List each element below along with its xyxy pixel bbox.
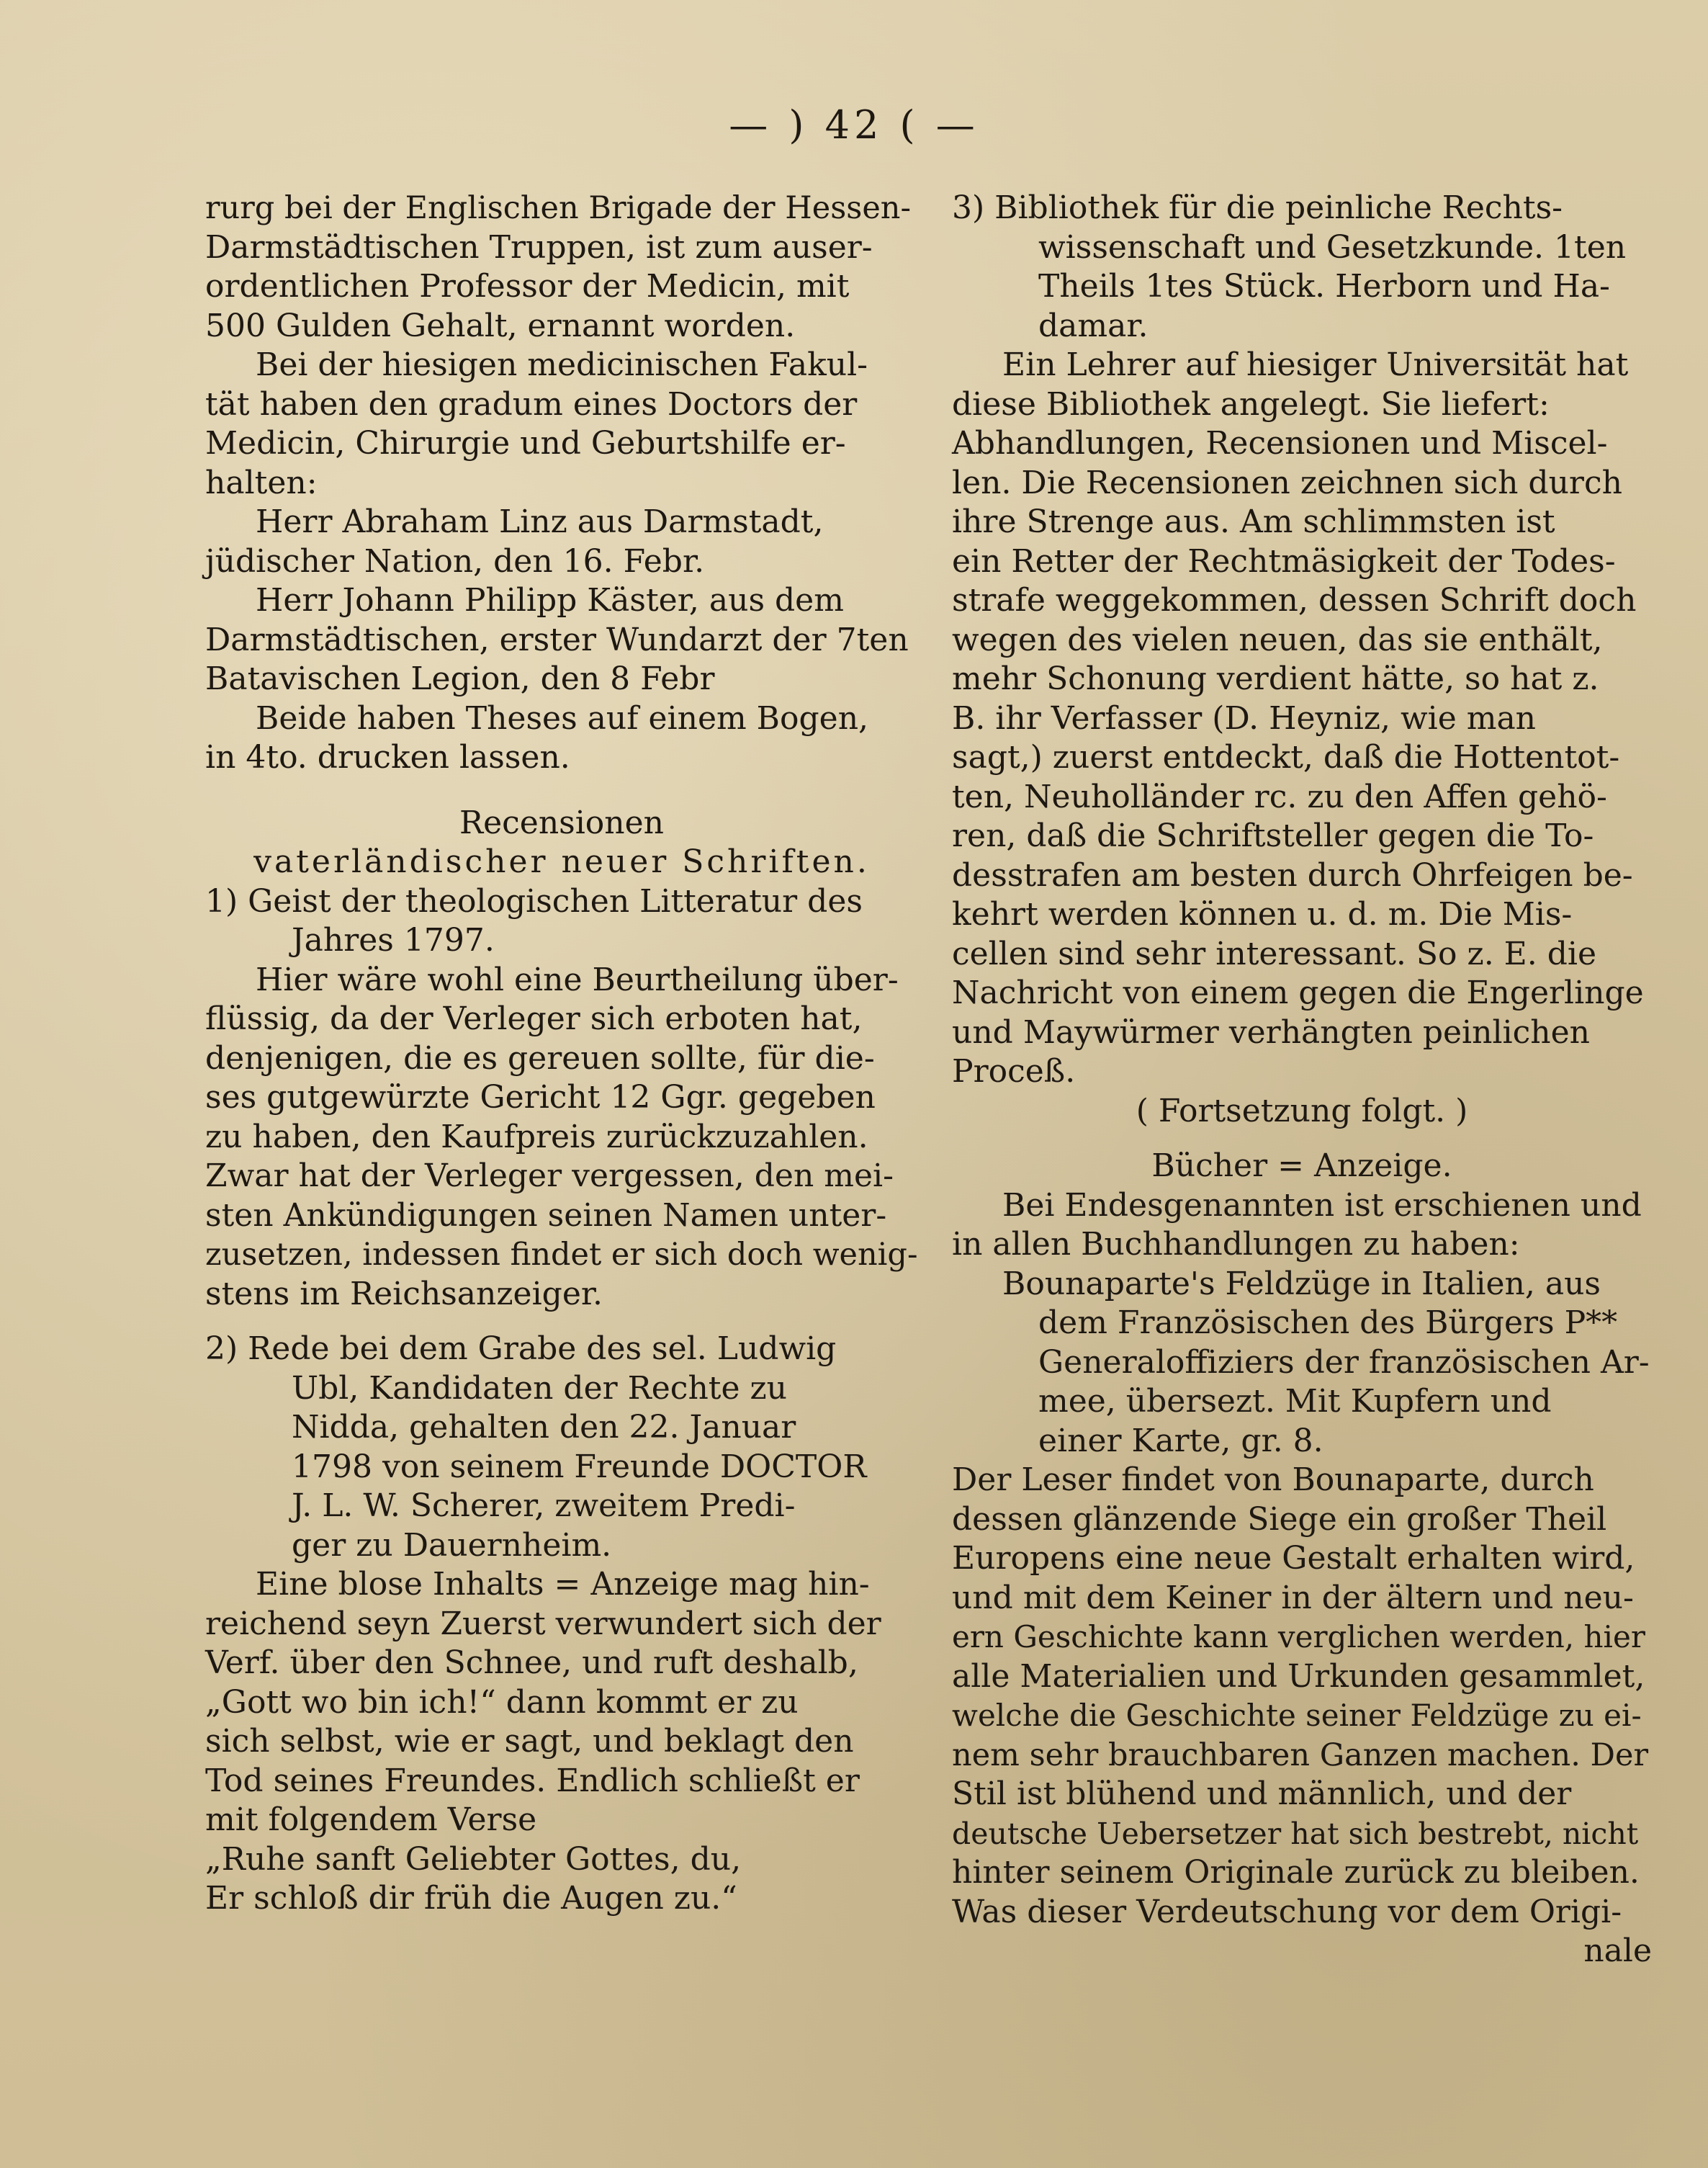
text-line: ordentlichen Professor der Medicin, mit [205,268,850,305]
text-line: Bei der hiesigen medicinischen Fakul- [256,346,868,383]
text-line: tät haben den gradum eines Doctors der [205,385,858,423]
text-line: 500 Gulden Gehalt, ernannt worden. [205,307,796,344]
catchword: nale [1583,1932,1652,1969]
book-title: einer Karte, gr. 8. [1038,1422,1323,1459]
text-line: ses gutgewürzte Gericht 12 Ggr. gegeben [205,1079,876,1116]
book-title: dem Französischen des Bürgers P** [1038,1304,1618,1341]
text-line: nem sehr brauchbaren Ganzen machen. Der [952,1737,1649,1773]
review-title: Ubl, Kandidaten der Rechte zu [292,1369,788,1407]
review-title: 3) Bibliothek für die peinliche Rechts- [952,189,1563,226]
text-line: sagt,) zuerst entdeckt, daß die Hottentot- [952,739,1620,776]
text-line: ern Geschichte kann verglichen werden, hier [952,1619,1645,1654]
text-line: Beide haben Theses auf einem Bogen, [256,699,869,737]
text-line: Hier wäre wohl eine Beurtheilung über- [256,961,899,998]
left-column [205,189,918,1919]
text-line: cellen sind sehr interessant. So z. E. die [952,935,1597,972]
section-subheading: vaterländischer neuer Schriften. [253,843,870,880]
text-line: Darmstädtischen Truppen, ist zum auser- [205,228,873,266]
text-line: sich selbst, wie er sagt, und beklagt den [205,1723,854,1760]
review-title: Jahres 1797. [292,922,495,959]
review-title: wissenschaft und Gesetzkunde. 1ten [1038,228,1627,266]
text-line: flüssig, da der Verleger sich erboten hat, [205,1000,863,1037]
text-line: Nachricht von einem gegen die Engerlinge [952,975,1644,1011]
text-line: desstrafen am besten durch Ohrfeigen be- [952,856,1633,894]
text-line: und Maywürmer verhängten peinlichen [952,1013,1590,1051]
text-line: ten, Neuholländer rc. zu den Affen gehö- [952,778,1607,815]
text-line: Eine blose Inhalts = Anzeige mag hin- [256,1566,870,1603]
review-title: Theils 1tes Stück. Herborn und Ha- [1038,268,1610,305]
page-number: — ) 42 ( — [729,102,979,148]
text-line: Proceß. [952,1053,1076,1090]
text-line: und mit dem Keiner in der ältern und neu- [952,1579,1634,1616]
text-line: Bei Endesgenannten ist erschienen und [1002,1186,1642,1224]
review-title: ger zu Dauernheim. [292,1526,612,1564]
text-line: Europens eine neue Gestalt erhalten wird, [952,1540,1635,1577]
text-line: len. Die Recensionen zeichnen sich durch [952,464,1622,501]
review-title: damar. [1038,307,1149,344]
text-line: mehr Schonung verdient hätte, so hat z. [952,660,1599,697]
continuation-note: ( Fortsetzung folgt. ) [1136,1092,1468,1129]
text-line: Was dieser Verdeutschung vor dem Origi- [952,1893,1622,1930]
verse-line: Er schloß dir früh die Augen zu.“ [205,1880,737,1917]
text-line: deutsche Uebersetzer hat sich bestrebt, nicht [952,1816,1639,1851]
text-line: Verf. über den Schnee, und ruft deshalb, [205,1644,858,1681]
text-line: ren, daß die Schriftsteller gegen die To- [952,818,1594,854]
text-line: Abhandlungen, Recensionen und Miscel- [952,425,1608,462]
text-line: Medicin, Chirurgie und Geburtshilfe er- [205,425,846,462]
text-line: hinter seinem Originale zurück zu bleiben. [952,1854,1640,1891]
text-line: halten: [205,464,318,501]
section-heading: Bücher = Anzeige. [1151,1147,1452,1184]
text-line: stens im Reichsanzeiger. [205,1275,603,1312]
text-line: B. ihr Verfasser (D. Heyniz, wie man [952,699,1537,737]
text-line: Ein Lehrer auf hiesiger Universität hat [1002,346,1629,383]
text-line: kehrt werden können u. d. m. Die Mis- [952,896,1573,933]
text-line: welche die Geschichte seiner Feldzüge zu ei- [952,1698,1642,1733]
text-line: ihre Strenge aus. Am schlimmsten ist [952,503,1555,540]
text-line: rurg bei der Englischen Brigade der Hessen- [205,190,912,226]
review-title: 2) Rede bei dem Grabe des sel. Ludwig [205,1330,837,1367]
text-line: zusetzen, indessen findet er sich doch wenig- [205,1237,918,1273]
book-title: Bounaparte's Feldzüge in Italien, aus [1002,1265,1601,1302]
text-line: Tod seines Freundes. Endlich schließt er [205,1762,860,1799]
review-title: 1) Geist der theologischen Litteratur des [205,882,863,920]
book-title: Generaloffiziers der französischen Ar- [1038,1343,1650,1381]
text-line: Batavischen Legion, den 8 Febr [205,660,715,697]
text-line: in 4to. drucken lassen. [205,739,570,776]
text-line: Herr Johann Philipp Käster, aus dem [256,582,844,619]
text-line: Herr Abraham Linz aus Darmstadt, [256,503,824,540]
text-line: alle Materialien und Urkunden gesammlet, [952,1657,1645,1695]
text-line: diese Bibliothek angelegt. Sie liefert: [952,385,1550,423]
text-line: denjenigen, die es gereuen sollte, für die- [205,1039,875,1077]
text-line: Stil ist blühend und männlich, und der [952,1775,1572,1812]
text-line: ein Retter der Rechtmäsigkeit der Todes- [952,542,1616,580]
text-line: mit folgendem Verse [205,1801,537,1838]
text-line: Der Leser findet von Bounaparte, durch [952,1461,1594,1498]
text-line: Zwar hat der Verleger vergessen, den mei- [205,1157,894,1194]
section-heading: Recensionen [459,804,665,841]
text-line: „Gott wo bin ich!“ dann kommt er zu [205,1683,799,1721]
text-line: strafe weggekommen, dessen Schrift doch [952,582,1637,619]
text-line: sten Ankündigungen seinen Namen unter- [205,1196,887,1234]
right-column [952,189,1652,1971]
text-line: in allen Buchhandlungen zu haben: [952,1226,1520,1263]
text-line: Darmstädtischen, erster Wundarzt der 7ten [205,621,909,658]
text-line: reichend seyn Zuerst verwundert sich der [205,1605,881,1642]
review-title: 1798 von seinem Freunde DOCTOR [292,1448,867,1485]
book-title: mee, übersezt. Mit Kupfern und [1038,1383,1552,1420]
text-line: jüdischer Nation, den 16. Febr. [205,542,705,580]
text-line: zu haben, den Kaufpreis zurückzuzahlen. [205,1118,868,1155]
review-title: Nidda, gehalten den 22. Januar [292,1409,796,1446]
review-title: J. L. W. Scherer, zweitem Predi- [292,1487,796,1524]
text-line: wegen des vielen neuen, das sie enthält, [952,621,1603,658]
text-line: dessen glänzende Siege ein großer Theil [952,1500,1607,1538]
verse-line: „Ruhe sanft Geliebter Gottes, du, [205,1840,742,1878]
